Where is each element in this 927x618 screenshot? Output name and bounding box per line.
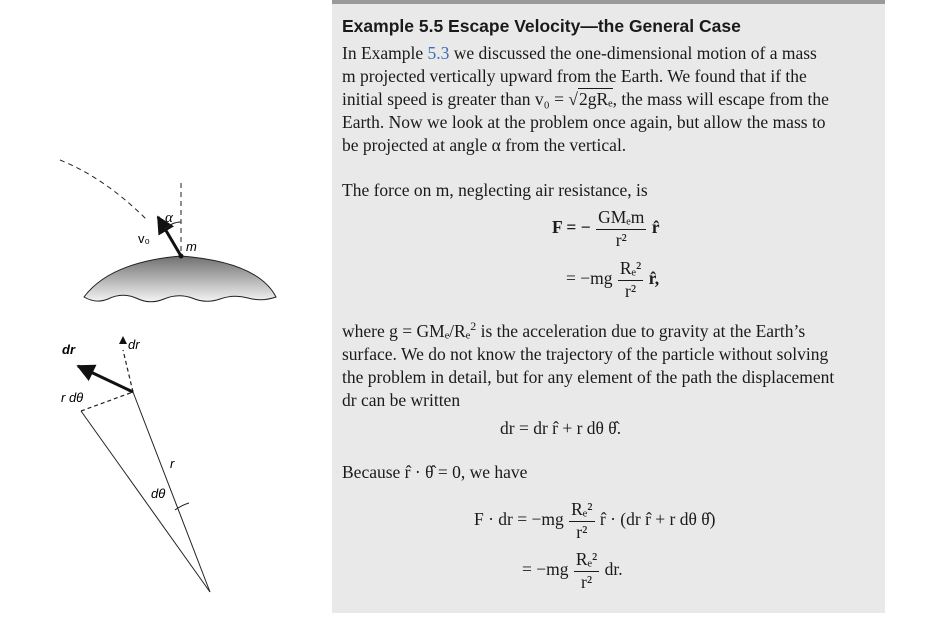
dr-small-arrowhead xyxy=(119,336,127,344)
work-equation-line-2: = −mg $\frac{\text{Rₑ²}}{\text{r²}}$ dr. xyxy=(522,549,623,592)
intro-line-3: initial speed is greater than v₀ = √2gRₑ, the mass will escape from the xyxy=(342,89,829,109)
r-line-long xyxy=(133,392,210,592)
alpha-label: α xyxy=(165,210,173,226)
where-line-3: the problem in detail, but for any element of the path the displacement xyxy=(342,366,835,387)
where-line-2: surface. We do not know the trajectory of the particle without solving xyxy=(342,343,829,364)
m-label: m xyxy=(186,239,197,254)
intro-line-2: m projected vertically upward from the Earth. We found that if the xyxy=(342,66,807,86)
dr-vector-label: dr xyxy=(62,342,75,357)
because-line: Because r̂ · θ̂ = 0, we have xyxy=(342,462,528,482)
force-equation-line-2: = −mg $\frac{\text{Rₑ²}}{\text{r²}}$ r̂, xyxy=(566,258,660,301)
intro-line-5: be projected at angle α from the vertical. xyxy=(342,135,627,155)
force-equation-line-1: F = − $\frac{\text{GMₑm}}{\text{r²}}$ r̂ xyxy=(552,207,660,250)
displacement-equation: dr = dr r̂ + r dθ θ̂. xyxy=(500,418,622,438)
r-label: r xyxy=(170,456,175,471)
where-line-1: where g = GMₑ/Rₑ$^2$ is the acceleration due to gravity at the Earth’s xyxy=(342,319,806,341)
dr-dashed xyxy=(123,350,133,392)
work-equation-line-1: F · dr = −mg $\frac{\text{Rₑ²}}{\text{r²}}$ r̂ · (dr r̂ + r dθ θ̂) xyxy=(474,499,716,542)
v0-label: v₀ xyxy=(138,231,150,246)
earth-surface xyxy=(84,256,276,302)
example-link[interactable]: 5.3 xyxy=(427,43,450,63)
displacement-figure xyxy=(61,336,210,592)
where-line-4: dr can be written xyxy=(342,389,461,410)
projectile-figure xyxy=(60,160,276,302)
example-title: Example 5.5 Escape Velocity—the General Case xyxy=(342,16,741,36)
intro-paragraph xyxy=(342,42,879,157)
dtheta-label: dθ xyxy=(151,486,166,501)
rdtheta-label: r dθ xyxy=(61,390,84,405)
trajectory-dashed xyxy=(60,160,147,220)
dr-label: dr xyxy=(128,337,140,352)
dr-vector xyxy=(78,366,133,392)
intro-line-4: Earth. Now we look at the problem once again, but allow the mass to xyxy=(342,112,826,132)
r-line-short xyxy=(81,411,210,592)
example-panel xyxy=(332,0,885,613)
mass-dot xyxy=(179,254,184,259)
figures-column xyxy=(0,0,330,613)
figures-svg xyxy=(0,0,330,613)
where-paragraph xyxy=(342,315,879,412)
intro-line-1: In Example 5.3 we discussed the one-dimensional motion of a mass xyxy=(342,43,817,63)
force-intro: The force on m, neglecting air resistance, is xyxy=(342,180,648,200)
rdtheta-dashed xyxy=(81,392,133,411)
